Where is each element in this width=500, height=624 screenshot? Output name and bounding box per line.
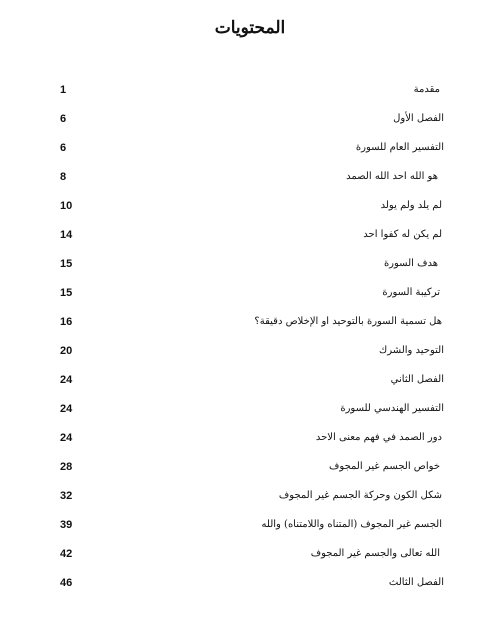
toc-entry-label: تركيبة السورة [382,287,440,298]
toc-entry-label: الله تعالى والجسم غير المجوف [310,548,440,559]
toc-entry-label: الجسم غير المجوف (المتناه واللامتناه) والله [261,519,442,530]
toc-entry [0,457,500,477]
toc-page-number: 46 [60,577,73,589]
toc-entry-label: لم يلد ولم يولد [380,200,442,211]
toc-page-number: 6 [60,142,67,154]
toc-entry-label: التفسير الهندسي للسورة [340,403,444,414]
toc-page-number: 24 [60,403,73,415]
toc-page-number: 16 [60,316,73,328]
toc-entry-label: خواص الجسم غير المجوف [329,461,440,472]
toc-page-number: 1 [60,84,67,96]
toc-entry-label: لم يكن له كفوا احد [363,229,442,240]
toc-page-number: 32 [60,490,73,502]
toc-entry-label: التفسير العام للسورة [355,142,444,153]
toc-entry [0,370,500,390]
toc-page-number: 14 [60,229,73,241]
toc-entry [0,254,500,274]
toc-page-number: 20 [60,345,73,357]
toc-entry-label: شكل الكون وحركة الجسم غير المجوف [278,490,442,501]
toc-entry-label: هو الله احد الله الصمد [346,171,438,182]
toc-entry [0,341,500,361]
toc-entry [0,399,500,419]
toc-page-number: 8 [60,171,67,183]
toc-entry [0,167,500,187]
toc-entry [0,544,500,564]
toc-entry [0,312,500,332]
toc-entry [0,515,500,535]
toc-entry-label: هل تسمية السورة بالتوحيد او الإخلاص دقيقة؟ [254,316,442,327]
toc-entry-label: الفصل الثالث [388,577,444,588]
toc-page-number: 39 [60,519,73,531]
toc-entry [0,138,500,158]
toc-page-number: 6 [60,113,67,125]
toc-page-number: 28 [60,461,73,473]
toc-entry-label: دور الصمد في فهم معنى الاحد [315,432,442,443]
toc-page-number: 42 [60,548,73,560]
toc-page-number: 10 [60,200,73,212]
toc-entry-label: الفصل الأول [393,113,444,124]
toc-entry [0,225,500,245]
toc-entry [0,80,500,100]
toc-entry [0,196,500,216]
toc-entry-label: مقدمة [413,84,440,95]
toc-entry [0,109,500,129]
toc-entry-label: هدف السورة [383,258,438,269]
toc-entry [0,573,500,593]
toc-page-number: 24 [60,374,73,386]
toc-entry-label: الفصل الثاني [390,374,444,385]
toc-entry [0,486,500,506]
toc-entry [0,283,500,303]
toc-entry [0,428,500,448]
toc-page-number: 15 [60,258,73,270]
toc-page-number: 24 [60,432,73,444]
toc-page-number: 15 [60,287,73,299]
page-title: المحتويات [214,18,286,38]
toc-entry-label: التوحيد والشرك [379,345,444,356]
